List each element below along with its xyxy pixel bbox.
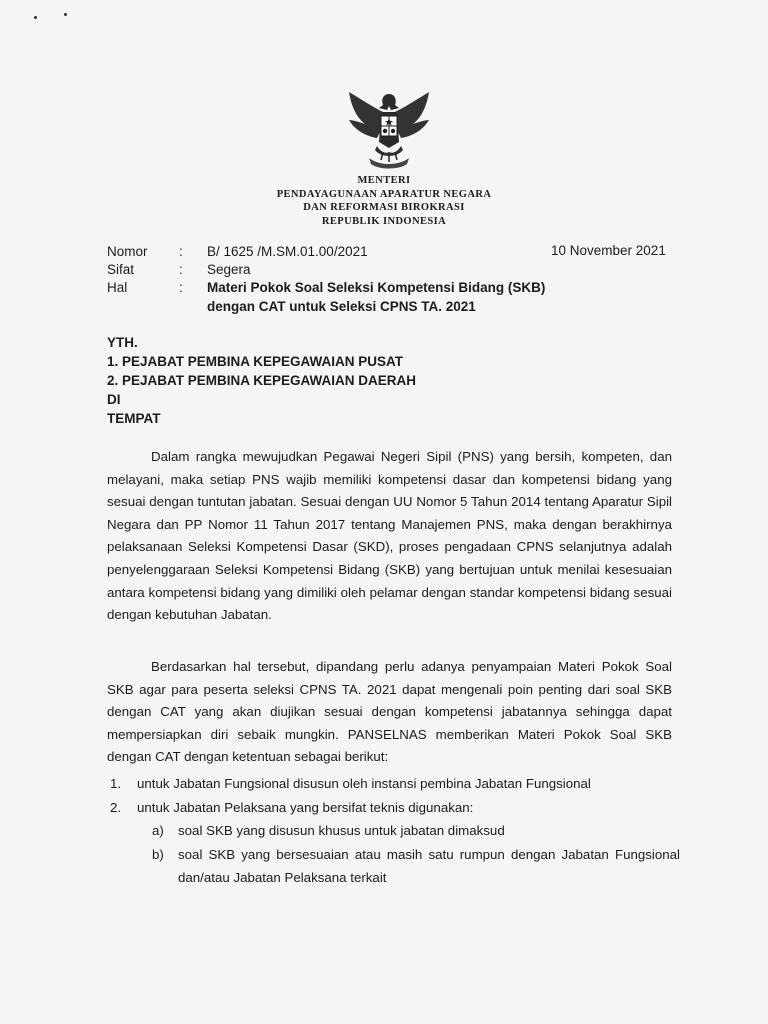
sub-list-text: soal SKB yang bersesuaian atau masih satu rumpun dengan Jabatan Fungsional dan/atau Jabatan Pelaksana terkait [178,846,680,885]
addressee-line: 2. PEJABAT PEMBINA KEPEGAWAIAN DAERAH [107,373,417,388]
list-item [110,772,680,796]
list-number: 1. [110,776,122,791]
list-number: 2. [110,799,122,815]
letterhead-line: MENTERI [357,175,411,186]
list-text: untuk Jabatan Pelaksana yang bersifat teknis digunakan: [137,799,474,815]
garuda-emblem-icon [343,86,435,172]
hal-label: Hal [107,280,128,295]
nomor-label: Nomor [107,244,148,259]
paragraph-text: Dalam rangka mewujudkan Pegawai Negeri Sipil (PNS) yang bersih, kompeten, dan melayani, maka setiap PNS wajib memiliki kompetensi dasar dan kompetensi bidang yang sesuai dengan tuntutan jabatan. Sesuai dengan UU Nomor 5 Tahun 2014 tentang Aparatur Sipil Negara dan PP Nomor 11 Tahun 2017 tentang Manajemen PNS, maka dengan berakhirnya pelaksanaan Seleksi Kompetensi Dasar (SKD), proses pengadaan CPNS selanjutnya adalah penyelenggaraan Seleksi Kompetensi Bidang (SKB) yang bertujuan untuk menilai kesesuaian antara kompetensi bidang yang dimiliki oleh pelamar dengan standar kompetensi bidang sesuai dengan kebutuhan Jabatan. [107,449,672,623]
scan-speck [64,13,67,16]
sifat-value: Segera [207,262,251,277]
list-text: untuk Jabatan Fungsional disusun oleh instansi pembina Jabatan Fungsional [137,776,591,791]
addressee-line: 1. PEJABAT PEMBINA KEPEGAWAIAN PUSAT [107,354,404,369]
sub-list-letter: a) [152,823,164,838]
letterhead-line: REPUBLIK INDONESIA [321,215,447,227]
sub-list-item [110,843,680,890]
body-paragraph-2 [107,656,672,769]
addressee-block [107,333,416,428]
separator: : [179,262,183,277]
sub-list-item [110,819,680,843]
separator: : [179,244,183,259]
sub-list-letter: b) [152,846,164,862]
addressee-line: DI [107,392,121,407]
list-item [110,796,680,820]
letter-date: 10 November 2021 [551,243,666,258]
scan-speck [34,16,37,19]
letterhead-line: DAN REFORMASI BIROKRASI [303,202,465,213]
sub-list-text: soal SKB yang disusun khusus untuk jabatan dimaksud [178,823,505,838]
hal-value-line1: Materi Pokok Soal Seleksi Kompetensi Bidang (SKB) [207,280,546,295]
body-paragraph-1 [107,446,672,627]
separator: : [179,280,183,295]
paragraph-text: Berdasarkan hal tersebut, dipandang perlu adanya penyampaian Materi Pokok Soal SKB agar para peserta seleksi CPNS TA. 2021 dapat mengenali poin penting dari soal SKB dengan CAT yang akan diujikan sesuai dengan kompetensi jabatannya sehingga dapat mempersiapkan diri sebaik mungkin. PANSELNAS memberikan Materi Pokok Soal SKB dengan CAT dengan ketentuan sebagai berikut: [107,659,672,765]
addressee-line: TEMPAT [107,411,161,426]
nomor-value: B/ 1625 /M.SM.01.00/2021 [207,244,368,259]
letterhead [0,174,768,228]
hal-value-line2: dengan CAT untuk Seleksi CPNS TA. 2021 [207,299,476,314]
addressee-yth: YTH. [107,335,138,350]
letterhead-line: PENDAYAGUNAAN APARATUR NEGARA [276,188,492,200]
sifat-label: Sifat [107,262,135,277]
provision-list [110,772,680,890]
